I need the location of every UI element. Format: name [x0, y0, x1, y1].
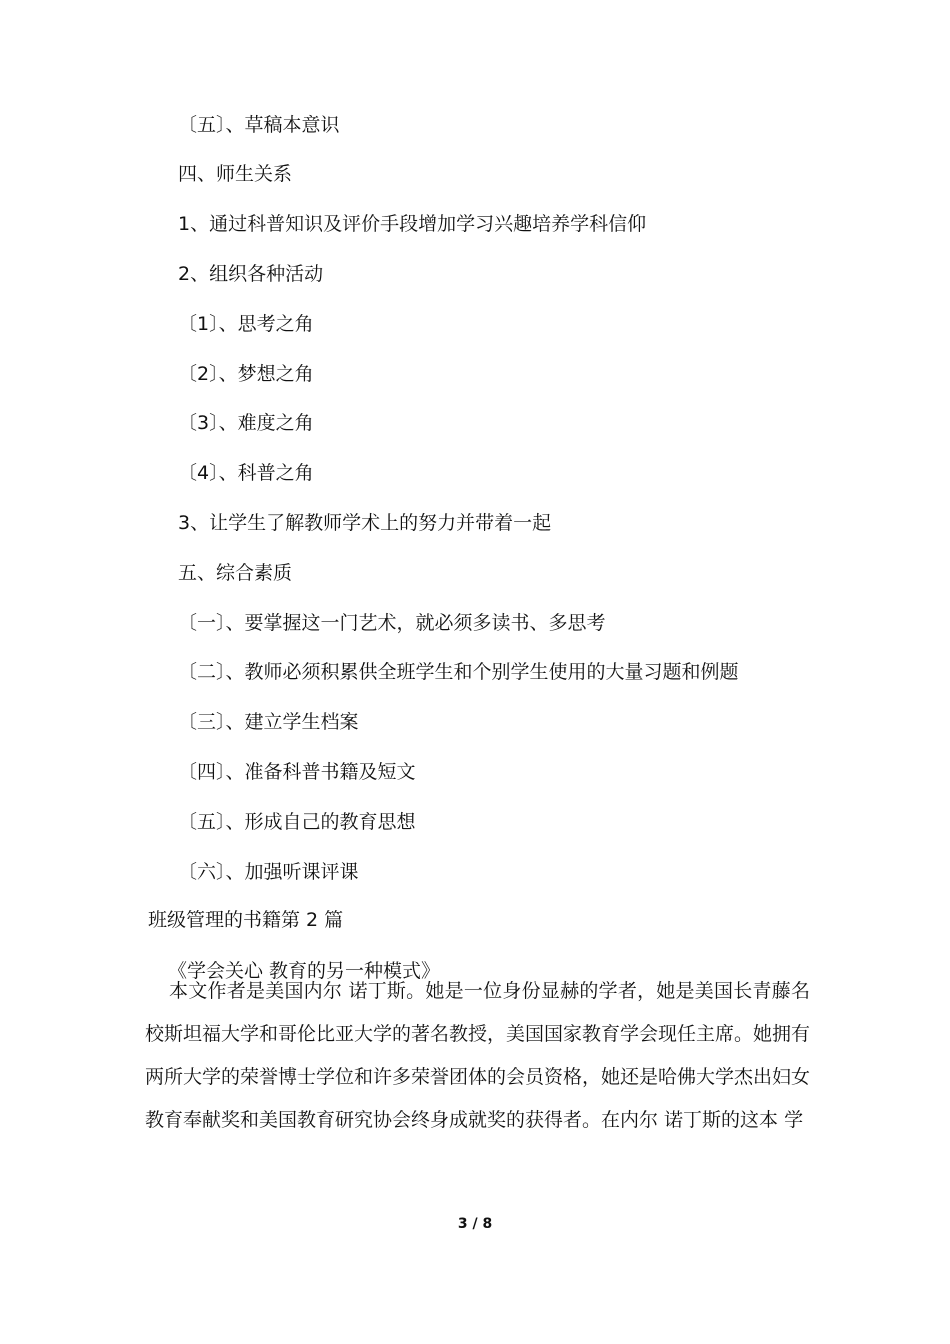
- body-paragraph: 本文作者是美国内尔 诺丁斯。她是一位身份显赫的学者，她是美国长青藤名校斯坦福大学和哥伦比亚大学的著名教授，美国国家教育学会现任主席。她拥有两所大学的荣誉博士学位和许多荣誉团体的会员资格，她还是哈佛大学杰出妇女教育奉献奖和美国教育研究协会终身成就奖的获得者。在内尔 诺丁斯的这本 学: [145, 980, 811, 1131]
- page-current: 3: [457, 1216, 468, 1232]
- sub-item-3-difficulty: 〔3〕、难度之角: [178, 412, 314, 434]
- sub-item-1-thinking: 〔1〕、思考之角: [178, 313, 314, 335]
- page-total: 8: [482, 1216, 493, 1232]
- heading-five-draft: 〔五〕、草稿本意识: [178, 114, 340, 136]
- item-2-activities: 2、组织各种活动: [178, 263, 324, 285]
- quality-item-1: 〔一〕、要掌握这一门艺术，就必须多读书、多思考: [178, 612, 606, 634]
- page-number: [0, 1216, 950, 1232]
- sub-item-2-dream: 〔2〕、梦想之角: [178, 363, 314, 385]
- section-teacher-student: 四、师生关系: [178, 163, 293, 185]
- item-1-science-interest: 1、通过科普知识及评价手段增加学习兴趣培养学科信仰: [178, 213, 647, 235]
- book-title: 《学会关心 教育的另一种模式》: [168, 960, 441, 982]
- sub-item-4-science: 〔4〕、科普之角: [178, 462, 314, 484]
- quality-item-4: 〔四〕、准备科普书籍及短文: [178, 761, 416, 783]
- chapter-heading: 班级管理的书籍第 2 篇: [148, 909, 344, 931]
- quality-item-2: 〔二〕、教师必须积累供全班学生和个别学生使用的大量习题和例题: [178, 661, 739, 683]
- section-overall-quality: 五、综合素质: [178, 562, 293, 584]
- quality-item-6: 〔六〕、加强听课评课: [178, 861, 359, 883]
- item-3-teacher-effort: 3、让学生了解教师学术上的努力并带着一起: [178, 512, 552, 534]
- quality-item-5: 〔五〕、形成自己的教育思想: [178, 811, 416, 833]
- quality-item-3: 〔三〕、建立学生档案: [178, 711, 359, 733]
- page-separator: /: [472, 1216, 478, 1232]
